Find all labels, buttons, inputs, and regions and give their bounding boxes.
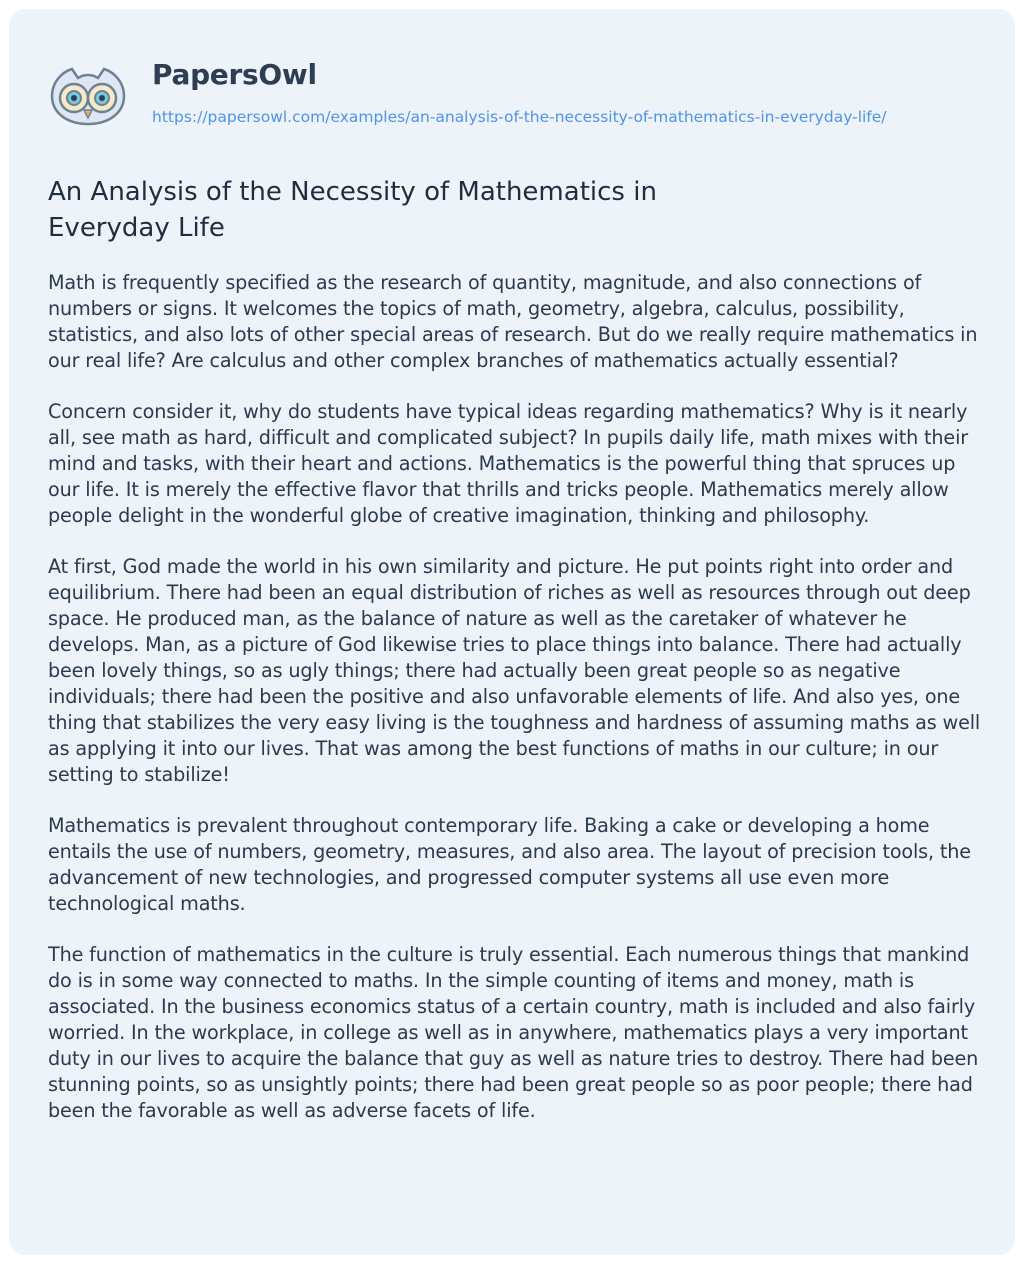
source-url-link[interactable]: https://papersowl.com/examples/an-analysis-of-the-necessity-of-mathematics-in-everyday-life/	[152, 108, 887, 126]
article-body	[48, 270, 988, 1149]
paragraph: Mathematics is prevalent throughout contemporary life. Baking a cake or developing a home entails the use of numbers, geometry, measures, and also area. The layout of precision tools, the advancement of new technologies, and progressed computer systems all use even more technological maths.	[48, 814, 971, 915]
site-header	[48, 56, 988, 136]
paragraph: At first, God made the world in his own similarity and picture. He put points right into order and equilibrium. There had been an equal distribution of riches as well as resources through out deep space. He produced man, as the balance of nature as well as the caretaker of whatever he develops. Man, as a picture of God likewise tries to place things into balance. There had actually been lovely things, so as ugly things; there had actually been great people so as negative individuals; there had been the positive and also unfavorable elements of life. And also yes, one thing that stabilizes the very easy living is the toughness and hardness of assuming maths as well as applying it into our lives. That was among the best functions of maths in our culture; in our setting to stabilize!	[48, 555, 981, 786]
brand-name[interactable]: PapersOwl	[152, 58, 317, 91]
page-title: An Analysis of the Necessity of Mathematics in Everyday Life	[48, 177, 657, 243]
paragraph: Concern consider it, why do students have typical ideas regarding mathematics? Why is it nearly all, see math as hard, difficult and complicated subject? In pupils daily life, math mixes with their mind and tasks, with their heart and actions. Mathematics is the powerful thing that spruces up our life. It is merely the effective flavor that thrills and tricks people. Mathematics merely allow people delight in the wonderful globe of creative imagination, thinking and philosophy.	[48, 400, 968, 527]
paragraph: The function of mathematics in the culture is truly essential. Each numerous things that mankind do is in some way connected to maths. In the simple counting of items and money, math is associated. In the business economics status of a certain country, math is included and also fairly worried. In the workplace, in college as well as in anywhere, mathematics plays a very important duty in our lives to acquire the balance that guy as well as nature tries to destroy. There had been stunning points, so as unsightly points; there had been great people so as poor people; there had been the favorable as well as adverse facets of life.	[48, 943, 979, 1122]
paragraph: Math is frequently specified as the research of quantity, magnitude, and also connections of numbers or signs. It welcomes the topics of math, geometry, algebra, calculus, possibility, statistics, and also lots of other special areas of research. But do we really require mathematics in our real life? Are calculus and other complex branches of mathematics actually essential?	[48, 271, 978, 372]
owl-icon[interactable]	[48, 66, 128, 126]
